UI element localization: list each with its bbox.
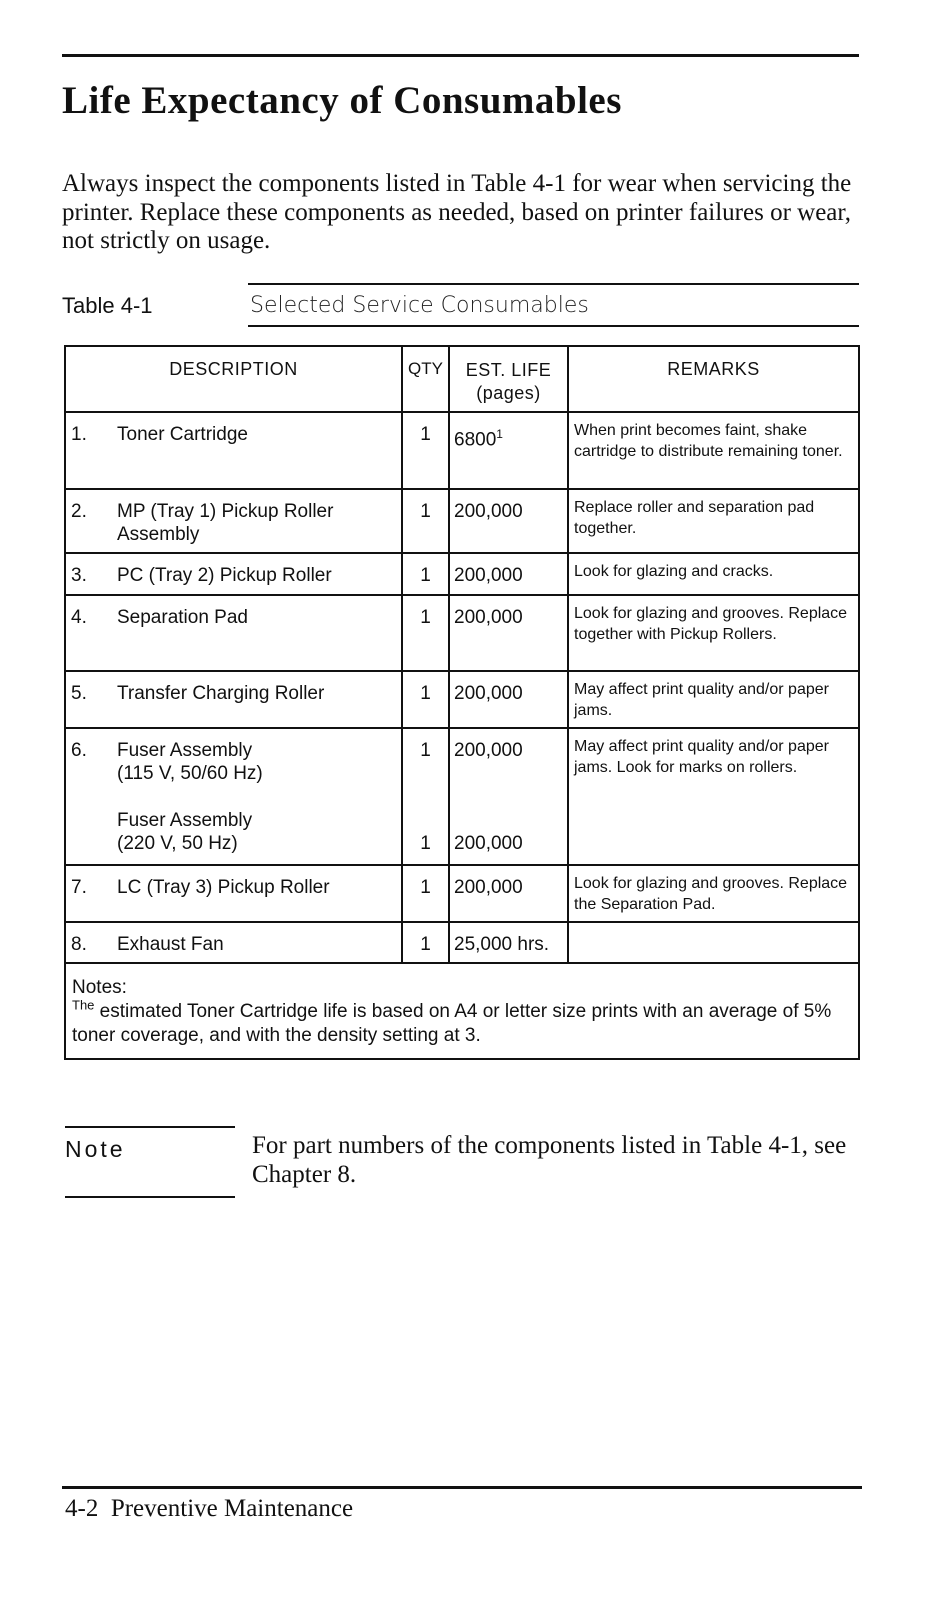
row-qty bbox=[402, 728, 449, 865]
row-qty: 1 bbox=[402, 595, 449, 671]
row-desc-subtext: (115 V, 50/60 Hz) bbox=[117, 763, 263, 784]
page-title: Life Expectancy of Consumables bbox=[62, 79, 622, 122]
row-desc-text-2: Fuser Assembly bbox=[117, 810, 253, 831]
header-description: DESCRIPTION bbox=[65, 346, 402, 412]
notes-label: Notes: bbox=[72, 977, 127, 998]
row-remarks: May affect print quality and/or paper jams. bbox=[568, 671, 859, 728]
row-desc-text: Fuser Assembly bbox=[117, 740, 253, 761]
row-desc-subtext-2: (220 V, 50 Hz) bbox=[117, 833, 238, 854]
note-rule-top bbox=[65, 1126, 235, 1128]
notes-text bbox=[72, 997, 852, 1048]
row-qty: 1 bbox=[402, 489, 449, 553]
row-life bbox=[449, 728, 568, 865]
row-life-1: 200,000 bbox=[454, 740, 523, 761]
row-desc-text: LC (Tray 3) Pickup Roller bbox=[117, 877, 330, 898]
row-life-value: 6800 bbox=[454, 429, 497, 451]
row-life: 200,000 bbox=[449, 671, 568, 728]
row-desc-text: Exhaust Fan bbox=[117, 934, 224, 955]
row-number: 7. bbox=[71, 877, 87, 898]
table-row bbox=[65, 595, 859, 671]
table-header-row bbox=[65, 346, 859, 412]
row-life bbox=[449, 412, 568, 489]
notes-superscript: The bbox=[72, 997, 95, 1013]
header-est-life bbox=[449, 346, 568, 412]
caption-rule-top bbox=[248, 283, 859, 285]
row-qty: 1 bbox=[402, 865, 449, 922]
row-qty-2: 1 bbox=[420, 833, 431, 854]
row-remarks bbox=[568, 922, 859, 963]
header-est-life-line1: EST. LIFE bbox=[465, 360, 552, 380]
row-desc-text: Separation Pad bbox=[117, 607, 248, 628]
table-label: Table 4-1 bbox=[62, 293, 153, 318]
row-description bbox=[65, 922, 402, 963]
row-remarks: Look for glazing and grooves. Replace together with Pickup Rollers. bbox=[568, 595, 859, 671]
row-qty: 1 bbox=[402, 922, 449, 963]
table-row bbox=[65, 671, 859, 728]
row-remarks: Look for glazing and grooves. Replace the Separation Pad. bbox=[568, 865, 859, 922]
note-label: Note bbox=[65, 1136, 126, 1162]
table-row bbox=[65, 489, 859, 553]
row-remarks: May affect print quality and/or paper jams. Look for marks on rollers. bbox=[568, 728, 859, 865]
row-description bbox=[65, 671, 402, 728]
row-description bbox=[65, 412, 402, 489]
header-qty: QTY bbox=[402, 346, 449, 412]
row-life: 200,000 bbox=[449, 595, 568, 671]
row-number: 2. bbox=[71, 501, 87, 522]
row-number: 8. bbox=[71, 934, 87, 955]
row-life: 200,000 bbox=[449, 489, 568, 553]
notes-body: estimated Toner Cartridge life is based on A4 or letter size prints with an average of 5% toner coverage, and with the density setting at 3. bbox=[72, 1001, 832, 1046]
header-remarks: REMARKS bbox=[568, 346, 859, 412]
row-number: 1. bbox=[71, 424, 87, 445]
note-text: For part numbers of the components listed in Table 4-1, see Chapter 8. bbox=[252, 1132, 847, 1188]
row-desc-text: Toner Cartridge bbox=[117, 424, 248, 445]
table-notes bbox=[65, 963, 859, 1059]
row-description bbox=[65, 865, 402, 922]
table-caption: Selected Service Consumables bbox=[250, 293, 589, 318]
row-number: 3. bbox=[71, 565, 87, 586]
row-description bbox=[65, 553, 402, 595]
row-desc-text: MP (Tray 1) Pickup Roller Assembly bbox=[117, 501, 334, 545]
row-remarks: Replace roller and separation pad together. bbox=[568, 489, 859, 553]
row-remarks: Look for glazing and cracks. bbox=[568, 553, 859, 595]
consumables-table bbox=[64, 345, 860, 1060]
row-life: 25,000 hrs. bbox=[449, 922, 568, 963]
row-description bbox=[65, 489, 402, 553]
row-description bbox=[65, 595, 402, 671]
table-row bbox=[65, 865, 859, 922]
row-desc-text: Transfer Charging Roller bbox=[117, 683, 325, 704]
table-row bbox=[65, 553, 859, 595]
row-qty-1: 1 bbox=[420, 740, 431, 761]
row-life: 200,000 bbox=[449, 865, 568, 922]
row-number: 5. bbox=[71, 683, 87, 704]
row-qty: 1 bbox=[402, 671, 449, 728]
top-rule bbox=[62, 54, 859, 57]
notes-row bbox=[65, 963, 859, 1059]
row-desc-text: PC (Tray 2) Pickup Roller bbox=[117, 565, 332, 586]
footer-text: 4-2 Preventive Maintenance bbox=[65, 1495, 354, 1522]
row-life-2: 200,000 bbox=[454, 833, 523, 854]
footnote-marker: 1 bbox=[496, 427, 503, 441]
caption-rule-bottom bbox=[248, 325, 859, 327]
table-row bbox=[65, 412, 859, 489]
intro-paragraph: Always inspect the components listed in Table 4-1 for wear when servicing the printer. Replace these components as needed, based on printer failures or wear, not strictly on usage. bbox=[62, 170, 852, 254]
row-life: 200,000 bbox=[449, 553, 568, 595]
row-qty: 1 bbox=[402, 412, 449, 489]
row-remarks: When print becomes faint, shake cartridge to distribute remaining toner. bbox=[568, 412, 859, 489]
row-number: 4. bbox=[71, 607, 87, 628]
row-qty: 1 bbox=[402, 553, 449, 595]
note-rule-bottom bbox=[65, 1196, 235, 1198]
table-row bbox=[65, 922, 859, 963]
header-est-life-line2: (pages) bbox=[476, 383, 541, 403]
table-row bbox=[65, 728, 859, 865]
row-description bbox=[65, 728, 402, 865]
footer-rule bbox=[62, 1486, 862, 1489]
row-number: 6. bbox=[71, 740, 87, 761]
